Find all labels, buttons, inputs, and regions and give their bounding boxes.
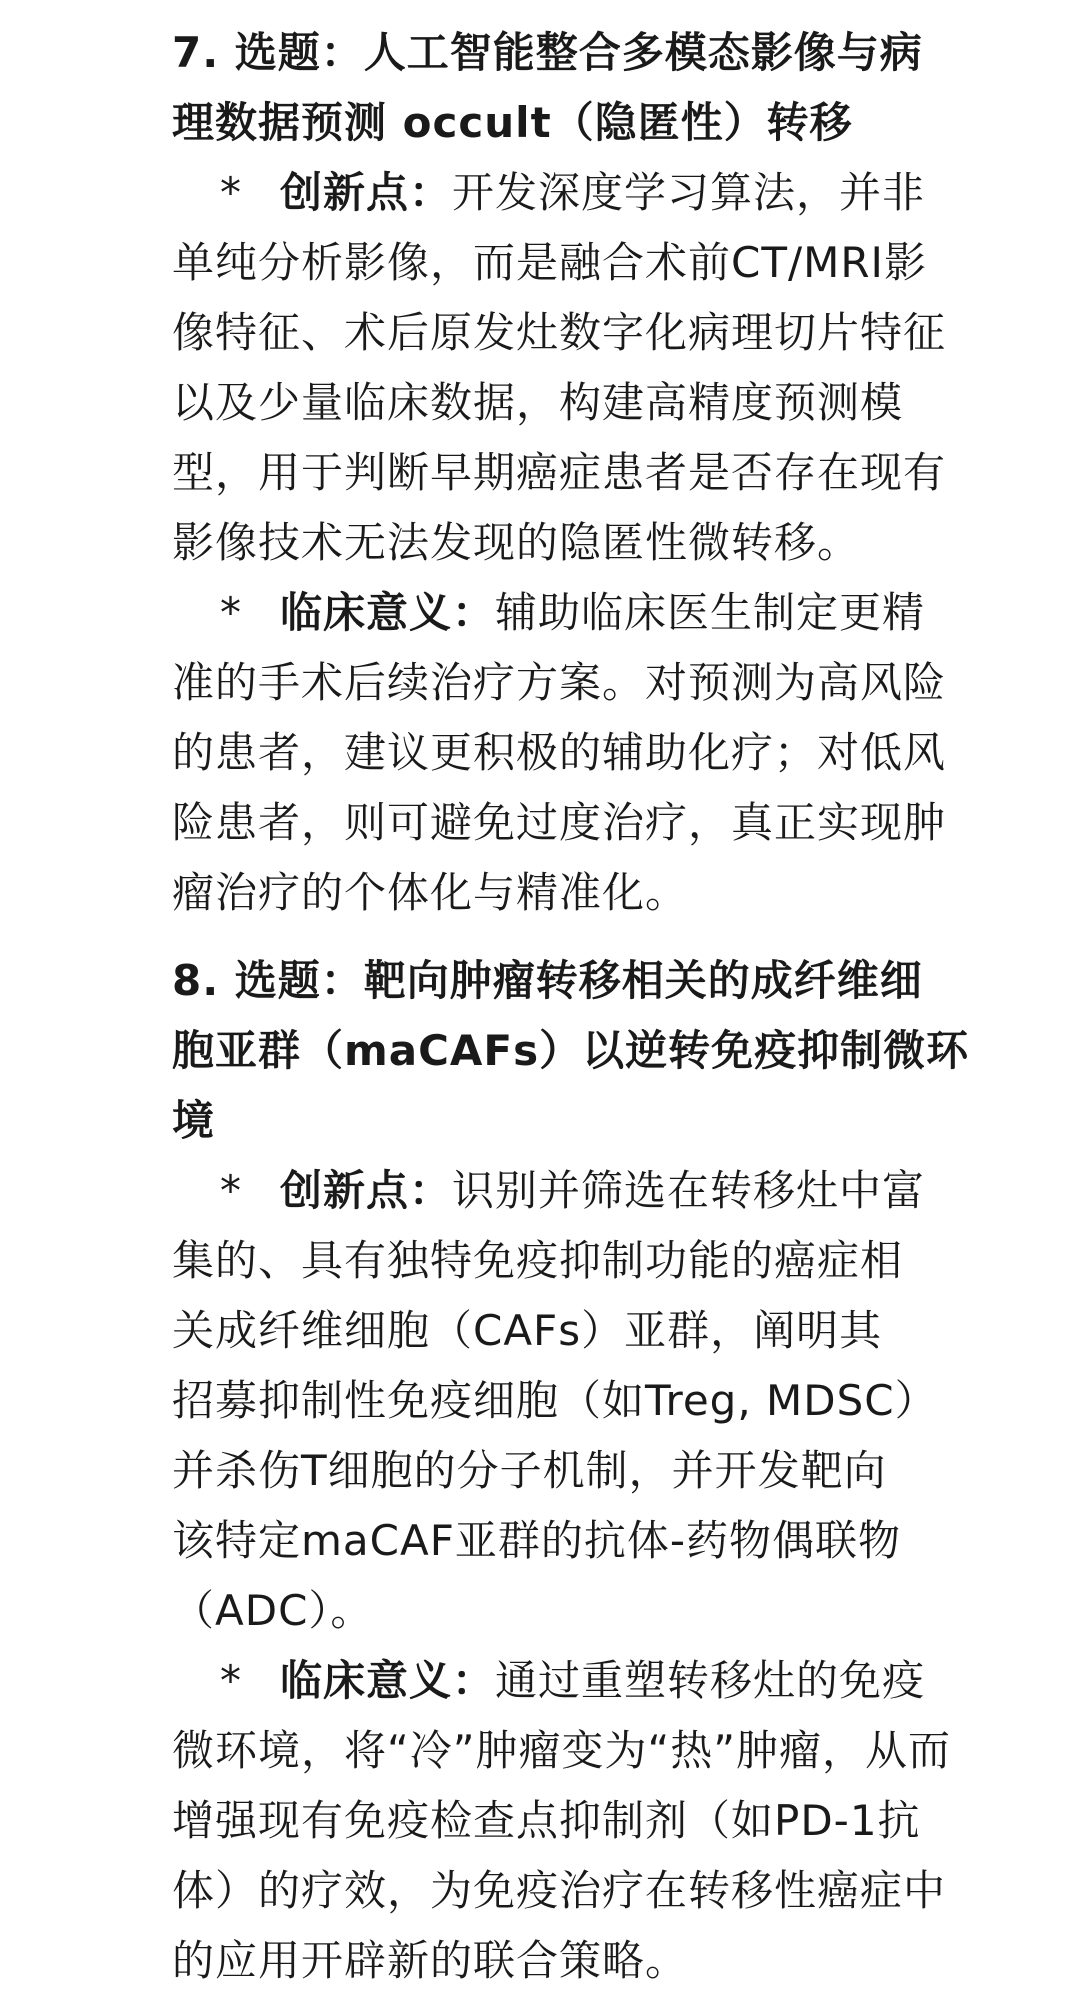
body-line: 险患者，则可避免过度治疗，真正实现肿 [172,798,947,847]
section-7 [172,18,1040,928]
body-line: 集的、具有独特免疫抑制功能的癌症相 [172,1236,904,1285]
bullet-clinical-significance [172,1646,1040,1716]
bullet-text: 辅助临床医生制定更精 [495,588,926,637]
bullet-star: * [220,588,242,637]
section-title-line: 胞亚群（maCAFs）以逆转免疫抑制微环 [172,1026,970,1075]
bullet-innovation [172,1156,1040,1226]
body-line: 以及少量临床数据，构建高精度预测模 [172,378,904,427]
body-line: 增强现有免疫检查点抑制剂（如PD-1抗 [172,1796,921,1845]
bullet-star: * [220,1656,242,1705]
section-title-line: 8. 选题：靶向肿瘤转移相关的成纤维细 [172,956,923,1005]
body-line: 并杀伤T细胞的分子机制，并开发靶向 [172,1446,887,1495]
bullet-star: * [220,1166,242,1215]
section-title-line: 境 [172,1096,216,1145]
body-line: 微环境，将“冷”肿瘤变为“热”肿瘤，从而 [172,1726,952,1775]
body-line: 的应用开辟新的联合策略。 [172,1936,689,1985]
bullet-text: 开发深度学习算法，并非 [452,168,926,217]
section-title-line: 7. 选题：人工智能整合多模态影像与病 [172,28,923,77]
body-line: （ADC）。 [172,1586,374,1635]
body-line: 的患者，建议更积极的辅助化疗；对低风 [172,728,947,777]
bullet-label: 创新点： [280,168,453,217]
bullet-label: 创新点： [280,1166,453,1215]
body-line: 单纯分析影像，而是融合术前CT/MRI影 [172,238,927,287]
section-title-line: 理数据预测 occult（隐匿性）转移 [172,98,853,147]
bullet-label: 临床意义： [280,588,496,637]
body-line: 该特定maCAF亚群的抗体-药物偶联物 [172,1516,902,1565]
body-line: 准的手术后续治疗方案。对预测为高风险 [172,658,947,707]
body-line: 像特征、术后原发灶数字化病理切片特征 [172,308,947,357]
bullet-text: 识别并筛选在转移灶中富 [452,1166,926,1215]
body-line: 型，用于判断早期癌症患者是否存在现有 [172,448,947,497]
bullet-innovation [172,158,1040,228]
body-line: 影像技术无法发现的隐匿性微转移。 [172,518,861,567]
document-body [172,18,1040,1996]
bullet-label: 临床意义： [280,1656,496,1705]
bullet-text: 通过重塑转移灶的免疫 [495,1656,926,1705]
body-line: 体）的疗效，为免疫治疗在转移性癌症中 [172,1866,947,1915]
body-line: 招募抑制性免疫细胞（如Treg, MDSC） [172,1376,938,1425]
section-8 [172,946,1040,1996]
bullet-star: * [220,168,242,217]
section-gap [172,928,1040,946]
body-line: 瘤治疗的个体化与精准化。 [172,868,689,917]
bullet-clinical-significance [172,578,1040,648]
body-line: 关成纤维细胞（CAFs）亚群，阐明其 [172,1306,883,1355]
